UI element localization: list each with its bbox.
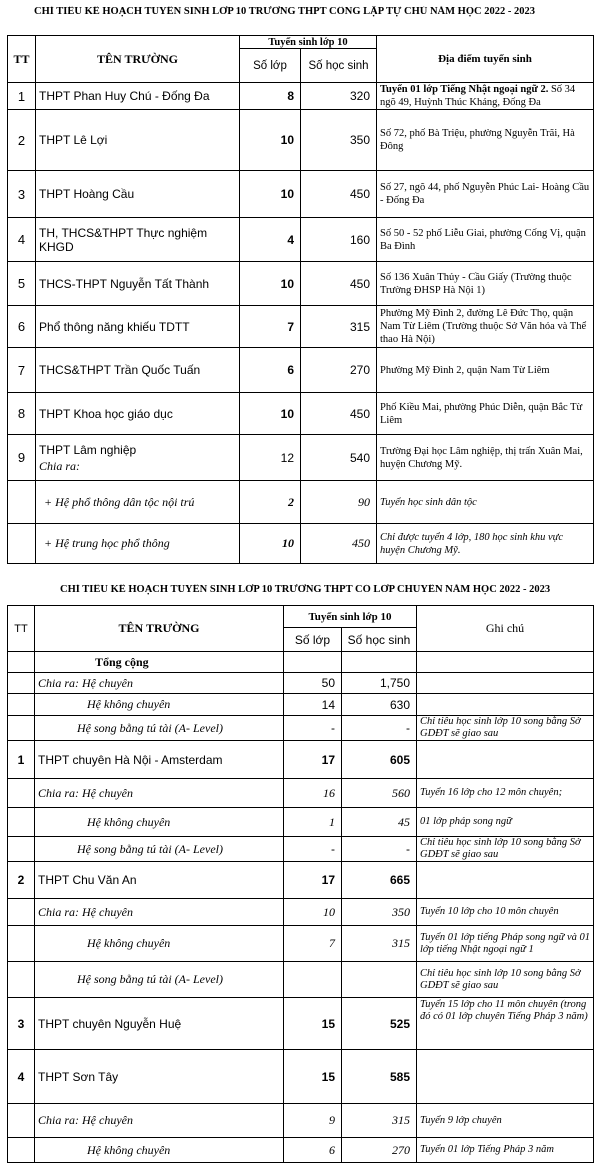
- row-number: [8, 1104, 35, 1138]
- table-row: [8, 1104, 594, 1138]
- student-count: 525: [342, 998, 417, 1050]
- table-row: [8, 926, 594, 962]
- note: Tuyển 01 lớp tiếng Pháp song ngữ và 01 lớp tiếng Nhật ngoại ngữ 1: [417, 926, 594, 962]
- row-number: 1: [8, 741, 35, 779]
- student-count: -: [342, 716, 417, 741]
- table-row: [8, 694, 594, 716]
- school-name: THPT Lê Lợi: [36, 110, 240, 171]
- note: [417, 652, 594, 673]
- location: Số 72, phố Bà Triệu, phường Nguyễn Trãi, Hà Đông: [377, 110, 594, 171]
- table-row: [8, 1138, 594, 1163]
- student-count: 270: [301, 348, 377, 393]
- table-row: [8, 808, 594, 837]
- note: [417, 1050, 594, 1104]
- header-students: Số học sinh: [301, 49, 377, 83]
- class-count: 14: [284, 694, 342, 716]
- class-count: 1: [284, 808, 342, 837]
- row-number: 8: [8, 393, 36, 435]
- location: Trường Đại học Lâm nghiệp, thị trấn Xuân Mai, huyện Chương Mỹ.: [377, 435, 594, 481]
- table-row: [8, 1050, 594, 1104]
- school-name: Chia ra: Hệ chuyên: [35, 673, 284, 694]
- note: [417, 673, 594, 694]
- header-tt: TT: [8, 606, 35, 652]
- header-tt: TT: [8, 36, 36, 83]
- student-count: [342, 962, 417, 998]
- row-number: [8, 962, 35, 998]
- breakdown-label: Chia ra:: [39, 458, 81, 473]
- row-number: [8, 524, 36, 564]
- class-count: -: [284, 716, 342, 741]
- school-name: THPT Chu Văn An: [35, 862, 284, 899]
- location-address: Số 34 ngõ 49, Huỳnh Thúc Kháng, Đống Đa: [380, 84, 576, 108]
- table-row: [8, 348, 594, 393]
- school-name: Chia ra: Hệ chuyên: [35, 779, 284, 808]
- student-count: 450: [301, 393, 377, 435]
- school-name: Hệ song bằng tú tài (A- Level): [35, 716, 284, 741]
- class-count: 7: [240, 306, 301, 348]
- school-name: Chia ra: Hệ chuyên: [35, 1104, 284, 1138]
- note: 01 lớp pháp song ngữ: [417, 808, 594, 837]
- school-name: THPT Khoa học giáo dục: [36, 393, 240, 435]
- location: Phường Mỹ Đình 2, quận Nam Từ Liêm: [377, 348, 594, 393]
- table-row: [8, 110, 594, 171]
- table-row: [8, 741, 594, 779]
- class-count: [284, 652, 342, 673]
- school-name: [36, 435, 240, 481]
- row-number: [8, 481, 36, 524]
- note-text: Tuyển 15 lớp cho 11 môn chuyên (trong đó có 01 lớp chuyên Tiếng Pháp 3 năm): [420, 998, 588, 1022]
- location: Chỉ được tuyển 4 lớp, 180 học sinh khu vực huyện Chương Mỹ.: [377, 524, 594, 564]
- student-count: 315: [342, 926, 417, 962]
- school-name: + Hệ trung học phổ thông: [36, 524, 240, 564]
- school-name: Hệ song bằng tú tài (A- Level): [35, 837, 284, 862]
- note: Chỉ tiêu học sinh lớp 10 song bằng Sở GDĐT sẽ giao sau: [417, 716, 594, 741]
- header-school: TÊN TRƯỜNG: [35, 606, 284, 652]
- table-row: [8, 899, 594, 926]
- student-count: 450: [301, 524, 377, 564]
- header-admission-group: Tuyển sinh lớp 10: [240, 36, 377, 49]
- row-number: [8, 673, 35, 694]
- row-number: 6: [8, 306, 36, 348]
- header-location: Địa điểm tuyển sinh: [377, 36, 594, 83]
- school-name: Hệ không chuyên: [35, 926, 284, 962]
- note: Tuyển 9 lớp chuyên: [417, 1104, 594, 1138]
- student-count: 450: [301, 171, 377, 218]
- class-count: 6: [240, 348, 301, 393]
- header-classes: Số lớp: [240, 49, 301, 83]
- row-number: [8, 694, 35, 716]
- admission-table-specialized: [7, 605, 594, 1163]
- row-number: 2: [8, 862, 35, 899]
- class-count: 2: [240, 481, 301, 524]
- student-count: 45: [342, 808, 417, 837]
- table-row: [8, 652, 594, 673]
- location: [377, 83, 594, 110]
- header-classes: Số lớp: [284, 628, 342, 652]
- admission-table-public-autonomous: [7, 35, 594, 564]
- row-number: 2: [8, 110, 36, 171]
- student-count: [342, 652, 417, 673]
- table-row: [8, 716, 594, 741]
- student-count: 450: [301, 262, 377, 306]
- location: Số 50 - 52 phố Liễu Giai, phường Cống Vị, quận Ba Đình: [377, 218, 594, 262]
- student-count: 605: [342, 741, 417, 779]
- row-number: 5: [8, 262, 36, 306]
- student-count: 1,750: [342, 673, 417, 694]
- class-count: 10: [240, 393, 301, 435]
- row-number: 4: [8, 218, 36, 262]
- school-name: THPT chuyên Hà Nội - Amsterdam: [35, 741, 284, 779]
- table-row: [8, 524, 594, 564]
- note: [417, 741, 594, 779]
- header-students: Số học sinh: [342, 628, 417, 652]
- class-count: [284, 962, 342, 998]
- class-count: 9: [284, 1104, 342, 1138]
- school-name: THPT Hoàng Cầu: [36, 171, 240, 218]
- school-name: Tổng cộng: [35, 652, 284, 673]
- student-count: 665: [342, 862, 417, 899]
- class-count: -: [284, 837, 342, 862]
- student-count: 315: [342, 1104, 417, 1138]
- table-row: [8, 218, 594, 262]
- class-count: 15: [284, 998, 342, 1050]
- class-count: 8: [240, 83, 301, 110]
- school-name: Phổ thông năng khiếu TDTT: [36, 306, 240, 348]
- school-name: Hệ không chuyên: [35, 694, 284, 716]
- row-number: [8, 837, 35, 862]
- class-count: 10: [240, 171, 301, 218]
- class-count: 7: [284, 926, 342, 962]
- class-count: 16: [284, 779, 342, 808]
- note: Tuyển 10 lớp cho 10 môn chuyên: [417, 899, 594, 926]
- student-count: 160: [301, 218, 377, 262]
- location: Số 136 Xuân Thủy - Cầu Giấy (Trường thuộc Trường ĐHSP Hà Nội 1): [377, 262, 594, 306]
- table-row: [8, 962, 594, 998]
- location-highlight: Tuyển 01 lớp Tiếng Nhật ngoại ngữ 2.: [380, 84, 549, 95]
- student-count: 315: [301, 306, 377, 348]
- row-number: 7: [8, 348, 36, 393]
- note: Chỉ tiêu học sinh lớp 10 song bằng Sở GDĐT sẽ giao sau: [417, 962, 594, 998]
- table-row: [8, 306, 594, 348]
- note: [417, 998, 594, 1050]
- class-count: 10: [240, 524, 301, 564]
- row-number: 9: [8, 435, 36, 481]
- location: Số 27, ngõ 44, phố Nguyễn Phúc Lai- Hoàng Cầu - Đống Đa: [377, 171, 594, 218]
- location-text: Phường Mỹ Đình 2, đường Lê Đức Thọ, quận Nam Từ Liêm (Trường thuộc Sở Văn hóa và Thể thao Hà Nội): [380, 307, 587, 345]
- student-count: 540: [301, 435, 377, 481]
- school-name: Chia ra: Hệ chuyên: [35, 899, 284, 926]
- school-name: THPT Sơn Tây: [35, 1050, 284, 1104]
- student-count: -: [342, 837, 417, 862]
- table-row: [8, 779, 594, 808]
- row-number: 3: [8, 171, 36, 218]
- row-number: [8, 652, 35, 673]
- header-admission-group: Tuyển sinh lớp 10: [284, 606, 417, 628]
- location: [377, 306, 594, 348]
- row-number: [8, 926, 35, 962]
- student-count: 350: [342, 899, 417, 926]
- row-number: [8, 899, 35, 926]
- table-row: [8, 435, 594, 481]
- school-name: TH, THCS&THPT Thực nghiệm KHGD: [36, 218, 240, 262]
- student-count: 270: [342, 1138, 417, 1163]
- class-count: 12: [240, 435, 301, 481]
- class-count: 10: [240, 262, 301, 306]
- table1-title: CHỈ TIÊU KẾ HOẠCH TUYỂN SINH LỚP 10 TRƯỜNG THPT CÔNG LẬP TỰ CHỦ NĂM HỌC 2022 - 2023: [34, 6, 535, 17]
- class-count: 10: [240, 110, 301, 171]
- table-row: [8, 83, 594, 110]
- school-name-text: THPT Lâm nghiệp: [39, 442, 137, 457]
- note: [417, 862, 594, 899]
- school-name: THPT Phan Huy Chú - Đống Đa: [36, 83, 240, 110]
- table-row: [8, 998, 594, 1050]
- class-count: 17: [284, 741, 342, 779]
- class-count: 6: [284, 1138, 342, 1163]
- class-count: 17: [284, 862, 342, 899]
- table2-title: CHỈ TIÊU KẾ HOẠCH TUYỂN SINH LỚP 10 TRƯỜNG THPT CÓ LỚP CHUYÊN NĂM HỌC 2022 - 2023: [60, 584, 551, 595]
- class-count: 10: [284, 899, 342, 926]
- student-count: 560: [342, 779, 417, 808]
- row-number: 1: [8, 83, 36, 110]
- table-row: [8, 481, 594, 524]
- note: Tuyển 01 lớp Tiếng Pháp 3 năm: [417, 1138, 594, 1163]
- student-count: 630: [342, 694, 417, 716]
- note: [417, 694, 594, 716]
- table-row: [8, 673, 594, 694]
- school-name: THCS&THPT Trần Quốc Tuấn: [36, 348, 240, 393]
- table-row: [8, 262, 594, 306]
- school-name: Hệ không chuyên: [35, 808, 284, 837]
- student-count: 90: [301, 481, 377, 524]
- row-number: 3: [8, 998, 35, 1050]
- note: [417, 837, 594, 862]
- header-note: Ghi chú: [417, 606, 594, 652]
- row-number: 4: [8, 1050, 35, 1104]
- table-row: [8, 837, 594, 862]
- table-row: [8, 171, 594, 218]
- row-number: [8, 1138, 35, 1163]
- table-row: [8, 862, 594, 899]
- student-count: 350: [301, 110, 377, 171]
- note: Tuyển 16 lớp cho 12 môn chuyên;: [417, 779, 594, 808]
- row-number: [8, 716, 35, 741]
- header-school: TÊN TRƯỜNG: [36, 36, 240, 83]
- student-count: 320: [301, 83, 377, 110]
- class-count: 50: [284, 673, 342, 694]
- school-name: THCS-THPT Nguyễn Tất Thành: [36, 262, 240, 306]
- school-name: THPT chuyên Nguyễn Huệ: [35, 998, 284, 1050]
- school-name: + Hệ phổ thông dân tộc nội trú: [36, 481, 240, 524]
- table-row: [8, 393, 594, 435]
- location: Phố Kiều Mai, phường Phúc Diễn, quận Bắc Từ Liêm: [377, 393, 594, 435]
- row-number: [8, 779, 35, 808]
- class-count: 4: [240, 218, 301, 262]
- row-number: [8, 808, 35, 837]
- school-name: Hệ không chuyên: [35, 1138, 284, 1163]
- class-count: 15: [284, 1050, 342, 1104]
- location: Tuyển học sinh dân tộc: [377, 481, 594, 524]
- school-name: Hệ song bằng tú tài (A- Level): [35, 962, 284, 998]
- note-text: Chỉ tiêu học sinh lớp 10 song bằng Sở GDĐT sẽ giao sau: [420, 837, 581, 860]
- student-count: 585: [342, 1050, 417, 1104]
